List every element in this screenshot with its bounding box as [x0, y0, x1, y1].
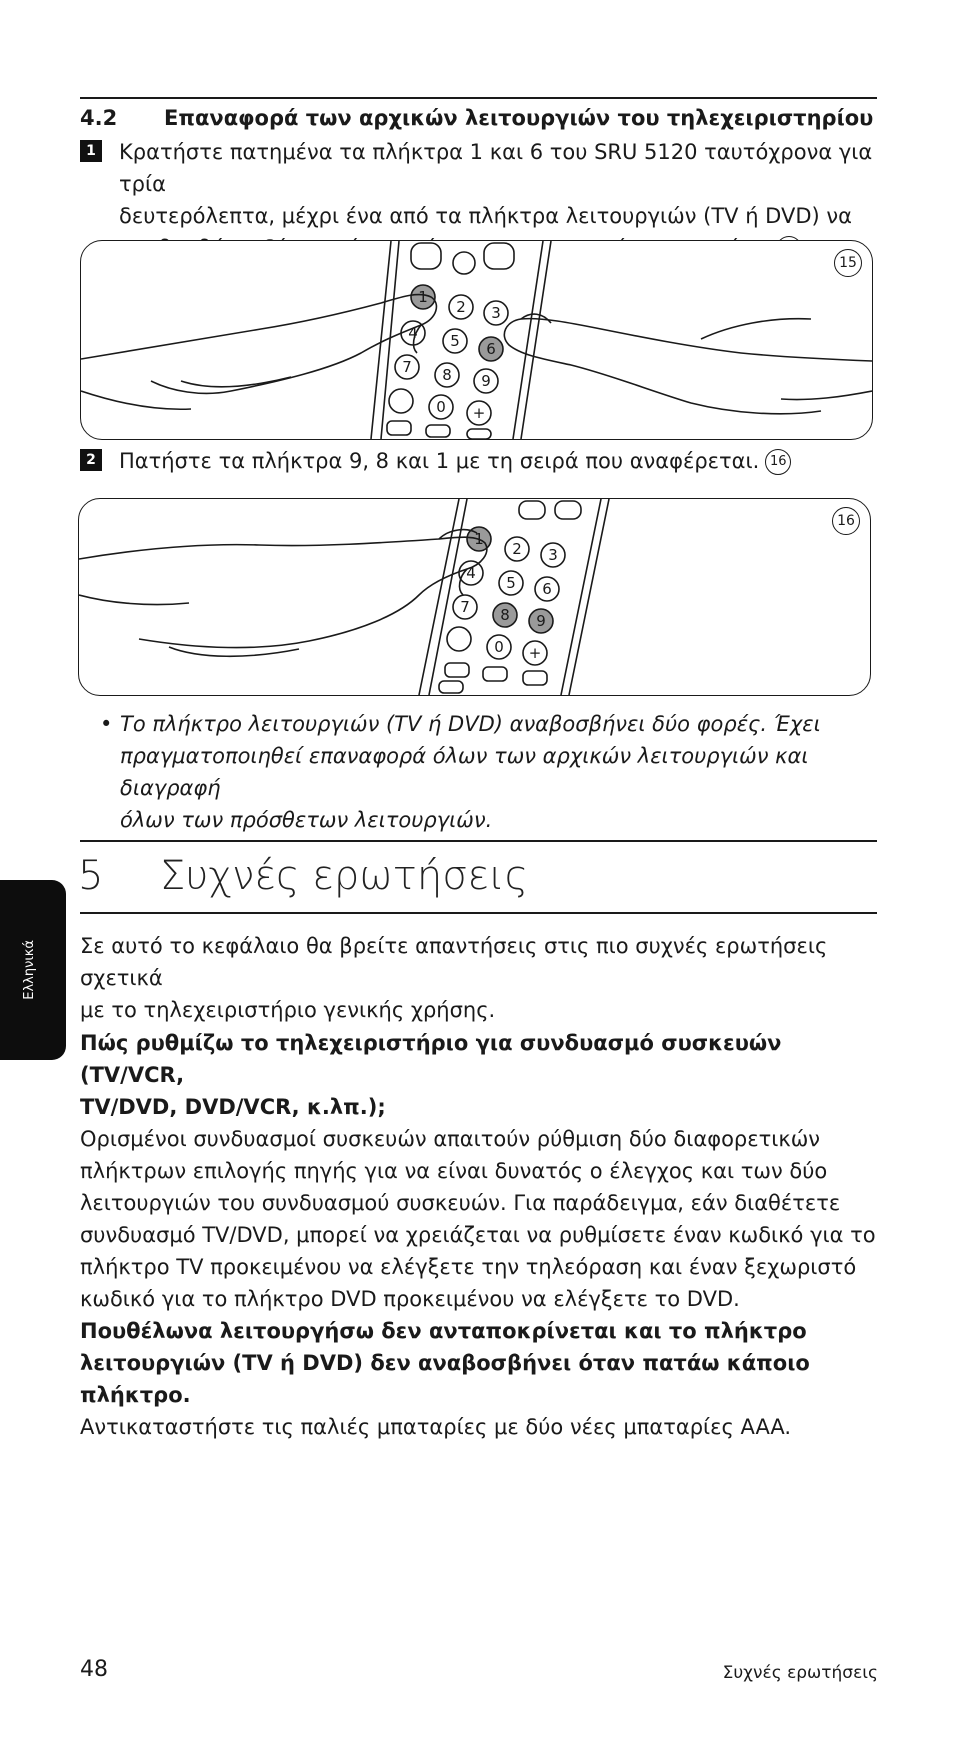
bullet-line: Το πλήκτρο λειτουργιών (TV ή DVD) αναβοσβήνει δύο φορές. Έχει: [120, 712, 821, 736]
key-7: 7: [460, 598, 470, 616]
key-1: 1: [418, 288, 428, 306]
faq-answer-line: πλήκτρο TV προκειμένου να ελέγξετε την τηλεόραση και έναν ξεχωριστό: [80, 1255, 857, 1279]
result-bullet: [100, 708, 890, 836]
key-plus: +: [528, 644, 542, 662]
faq-answer-line: κωδικό για το πλήκτρο DVD προκειμένου να ελέγξετε το DVD.: [80, 1287, 740, 1311]
key-8: 8: [442, 366, 452, 384]
key-plus: +: [472, 404, 486, 422]
faq-question-line: Πουθέλωνα λειτουργήσω δεν ανταποκρίνεται και το πλήκτρο: [80, 1319, 807, 1343]
figure-ref-16: 16: [765, 449, 791, 475]
faq-question-line: Πώς ρυθμίζω το τηλεχειριστήριο για συνδυασμό συσκευών (TV/VCR,: [80, 1031, 782, 1087]
bullet-symbol: •: [100, 712, 113, 736]
step-2-line-text: Πατήστε τα πλήκτρα 9, 8 και 1 με τη σειρά που αναφέρεται.: [119, 449, 760, 473]
key-9: 9: [481, 372, 491, 390]
key-0: 0: [494, 638, 504, 656]
section-number: 4.2: [80, 106, 118, 130]
remote-hands-drawing-2: [79, 499, 870, 695]
top-rule: [80, 97, 877, 99]
key-6: 6: [542, 580, 552, 598]
key-4: 4: [408, 324, 418, 342]
intro-line: Σε αυτό το κεφάλαιο θα βρείτε απαντήσεις στις πιο συχνές ερωτήσεις σχετικά: [80, 934, 828, 990]
faq-answer-line: Ορισμένοι συνδυασμοί συσκευών απαιτούν ρύθμιση δύο διαφορετικών: [80, 1127, 821, 1151]
step-1-line: δευτερόλεπτα, μέχρι ένα από τα πλήκτρα λειτουργιών (TV ή DVD) να: [119, 204, 852, 228]
faq-answer-line: Αντικαταστήστε τις παλιές μπαταρίες με δύο νέες μπαταρίες AAA.: [80, 1415, 792, 1439]
figure-16-illustration: [78, 498, 871, 696]
faq-question-line: λειτουργιών (TV ή DVD) δεν αναβοσβήνει όταν πατάω κάποιο: [80, 1351, 810, 1375]
faq-question-line: πλήκτρο.: [80, 1383, 191, 1407]
figure-15-illustration: [80, 240, 873, 440]
key-7: 7: [402, 358, 412, 376]
bullet-line: πραγματοποιηθεί επαναφορά όλων των αρχικών λειτουργιών και διαγραφή: [120, 744, 809, 800]
language-side-tab: [0, 880, 66, 1060]
key-1: 1: [474, 530, 484, 548]
key-6: 6: [486, 340, 496, 358]
chapter-number: 5: [78, 853, 104, 899]
language-tab-label: Ελληνικά: [22, 940, 37, 1000]
key-2: 2: [456, 298, 466, 316]
remote-hands-drawing-1: [81, 241, 872, 439]
step-2-badge: 2: [80, 449, 102, 471]
chapter-bottom-rule: [80, 912, 877, 914]
section-title: Επαναφορά των αρχικών λειτουργιών του τηλεχειριστηρίου: [164, 106, 874, 130]
key-5: 5: [506, 574, 516, 592]
figure-16-ref: 16: [832, 507, 860, 535]
faq-answer-line: λειτουργιών του συνδυασμού συσκευών. Για παράδειγμα, εάν διαθέτετε: [80, 1191, 841, 1215]
key-9: 9: [536, 612, 546, 630]
key-5: 5: [450, 332, 460, 350]
key-3: 3: [491, 304, 501, 322]
key-2: 2: [512, 540, 522, 558]
bullet-line: όλων των πρόσθετων λειτουργιών.: [120, 808, 493, 832]
step-1-line: Κρατήστε πατημένα τα πλήκτρα 1 και 6 του SRU 5120 ταυτόχρονα για τρία: [119, 140, 873, 196]
chapter-title: Συχνές ερωτήσεις: [160, 853, 529, 899]
key-3: 3: [548, 546, 558, 564]
faq-item: [80, 1027, 880, 1315]
faq-answer-line: συνδυασμό TV/DVD, μπορεί να χρειάζεται να ρυθμίσετε έναν κωδικό για το: [80, 1223, 876, 1247]
step-2-text: [119, 445, 889, 477]
faq-question-line: TV/DVD, DVD/VCR, κ.λπ.);: [80, 1095, 386, 1119]
step-1-badge: 1: [80, 140, 102, 162]
intro-line: με το τηλεχειριστήριο γενικής χρήσης.: [80, 998, 496, 1022]
chapter-intro: [80, 930, 880, 1026]
key-4: 4: [466, 564, 476, 582]
footer-section-title: Συχνές ερωτήσεις: [722, 1663, 878, 1683]
figure-15-ref: 15: [834, 249, 862, 277]
section-heading: [80, 106, 873, 130]
key-0: 0: [436, 398, 446, 416]
page-number: 48: [80, 1657, 108, 1682]
faq-item: [80, 1315, 880, 1443]
key-8: 8: [500, 606, 510, 624]
faq-answer-line: πλήκτρων επιλογής πηγής για να είναι δυνατός ο έλεγχος και των δύο: [80, 1159, 828, 1183]
chapter-top-rule: [80, 840, 877, 842]
